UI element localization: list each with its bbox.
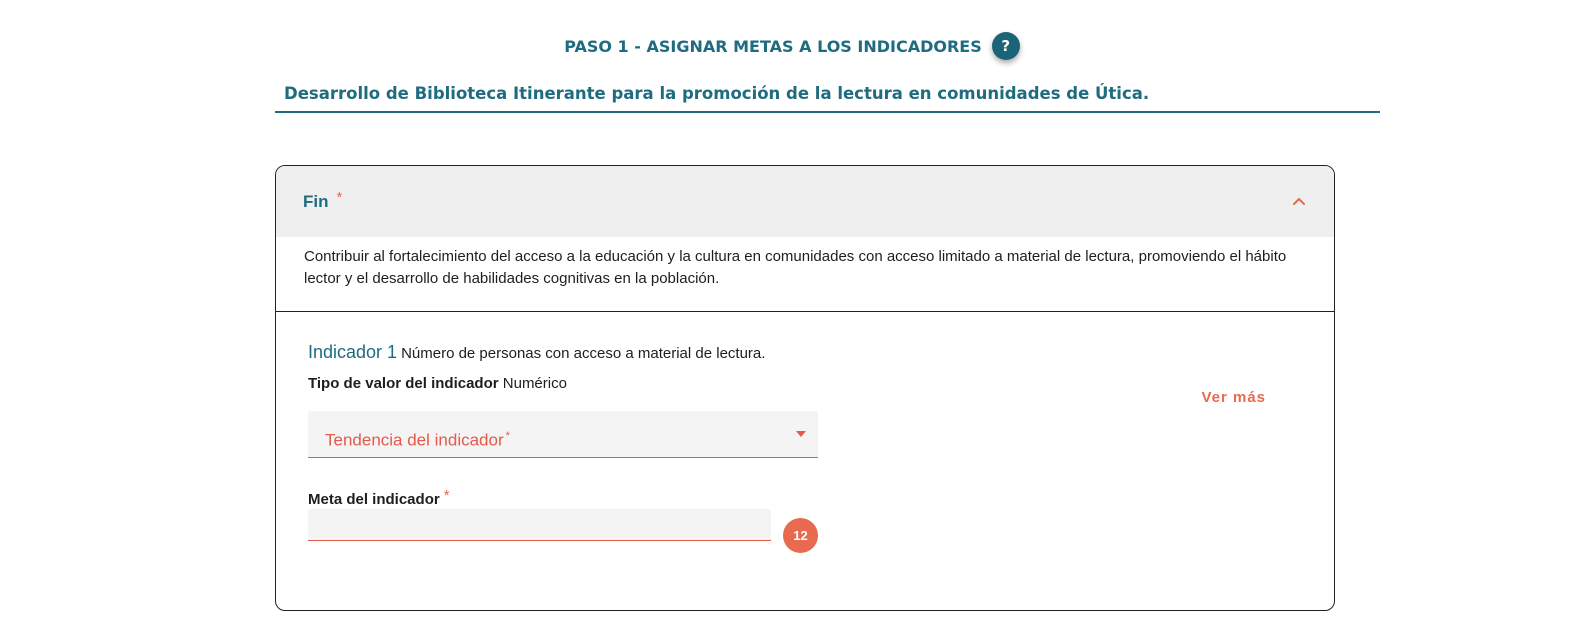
fin-card-header[interactable] bbox=[276, 166, 1334, 237]
required-mark: * bbox=[336, 189, 343, 206]
indicator-type-row bbox=[308, 375, 1302, 392]
fin-label: Fin bbox=[303, 191, 329, 211]
project-title-divider bbox=[275, 111, 1380, 113]
indicator-label: Indicador 1 bbox=[308, 342, 398, 362]
caret-down-icon bbox=[796, 431, 806, 437]
help-icon[interactable]: ? bbox=[992, 32, 1020, 60]
meta-required-mark: * bbox=[443, 487, 450, 504]
ver-mas-link[interactable]: Ver más bbox=[1201, 389, 1266, 406]
project-title: Desarrollo de Biblioteca Itinerante para la promoción de la lectura en comunidades de Útica. bbox=[284, 84, 1150, 103]
step-title: PASO 1 - ASIGNAR METAS A LOS INDICADORES bbox=[564, 36, 982, 56]
tendencia-select-label: Tendencia del indicador * bbox=[325, 430, 510, 450]
indicator-block bbox=[276, 312, 1334, 541]
fin-card bbox=[275, 165, 1335, 611]
tendencia-select[interactable] bbox=[308, 411, 818, 458]
meta-label: Meta del indicador * bbox=[308, 487, 450, 508]
indicator-type-value: Numérico bbox=[502, 375, 567, 392]
fin-description: Contribuir al fortalecimiento del acceso a la educación y la cultura en comunidades con acceso limitado a material de lectura, promoviendo el hábito lector y el desarrollo de habilidades cognitivas en la población. bbox=[276, 237, 1334, 312]
chevron-up-icon[interactable] bbox=[1292, 194, 1306, 208]
indicator-type-key: Tipo de valor del indicador bbox=[308, 375, 499, 392]
char-count-badge: 12 bbox=[783, 518, 818, 553]
meta-input[interactable] bbox=[308, 509, 771, 541]
step-header bbox=[0, 32, 1584, 60]
indicator-description: Número de personas con acceso a material de lectura. bbox=[401, 345, 766, 362]
